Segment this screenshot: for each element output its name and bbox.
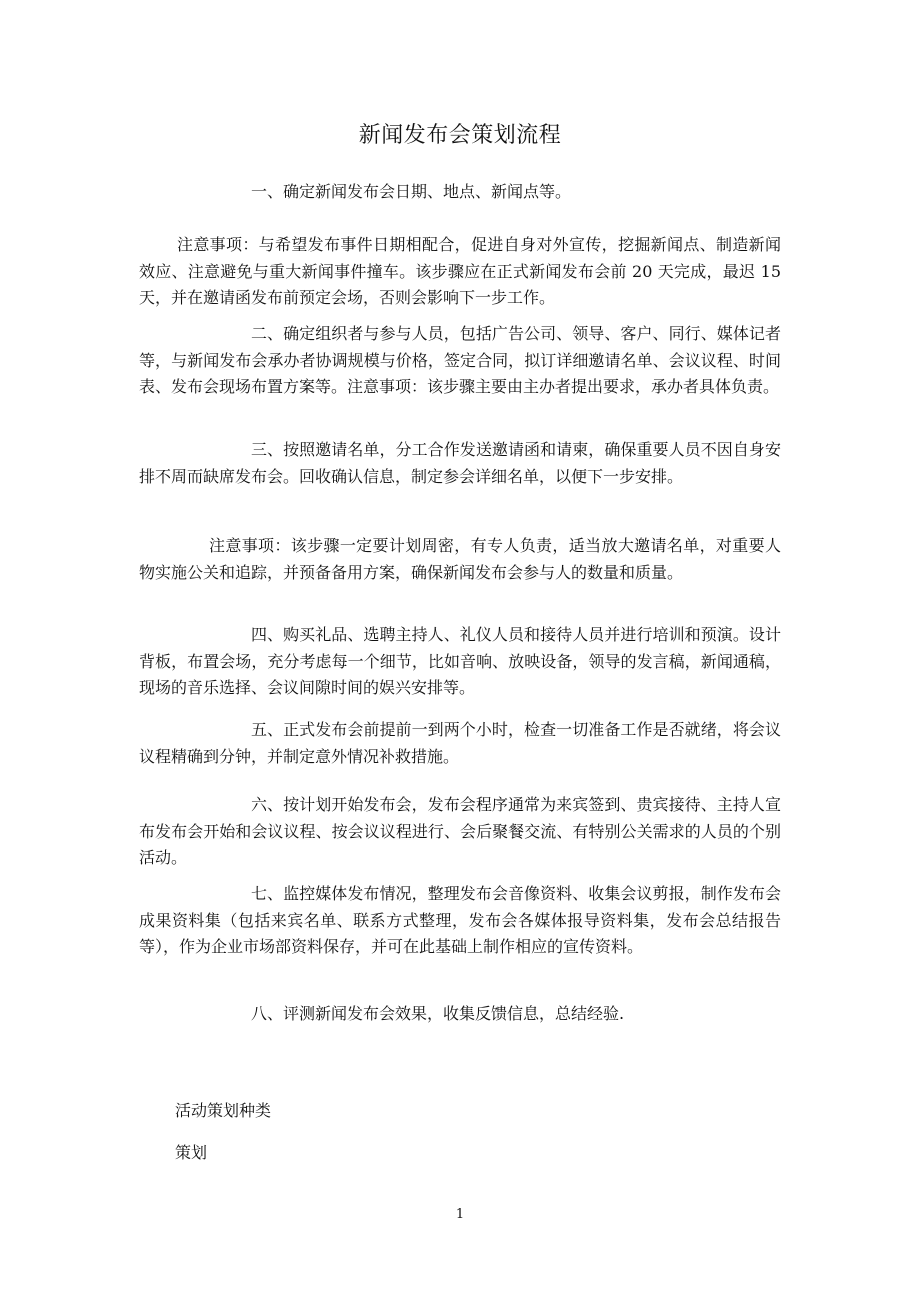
section-heading-activity-types: 活动策划种类 bbox=[175, 1101, 272, 1120]
paragraph-step-3-note: 注意事项：该步骤一定要计划周密，有专人负责，适当放大邀请名单，对重要人物实施公关和追踪，并预备备用方案，确保新闻发布会参与人的数量和质量。 bbox=[139, 536, 781, 582]
paragraph-step-5: 五、正式发布会前提前一到两个小时，检查一切准备工作是否就绪，将会议议程精确到分钟，并制定意外情况补救措施。 bbox=[139, 720, 781, 766]
document-title: 新闻发布会策划流程 bbox=[358, 123, 562, 148]
section-heading-planning: 策划 bbox=[175, 1143, 208, 1162]
paragraph-step-6: 六、按计划开始发布会，发布会程序通常为来宾签到、贵宾接待、主持人宣布发布会开始和会议议程、按会议议程进行、会后聚餐交流、有特别公关需求的人员的个别活动。 bbox=[139, 795, 781, 867]
paragraph-step-3: 三、按照邀请名单，分工合作发送邀请函和请柬，确保重要人员不因自身安排不周而缺席发布会。回收确认信息，制定参会详细名单，以便下一步安排。 bbox=[139, 440, 781, 486]
paragraph-step-8: 八、评测新闻发布会效果，收集反馈信息，总结经验. bbox=[251, 1004, 625, 1023]
paragraph-step-1: 一、确定新闻发布会日期、地点、新闻点等。 bbox=[251, 182, 572, 201]
paragraph-step-2: 二、确定组织者与参与人员，包括广告公司、领导、客户、同行、媒体记者等，与新闻发布会承办者协调规模与价格，签定合同，拟订详细邀请名单、会议议程、时间表、发布会现场布置方案等。注意事项：该步骤主要由主办者提出要求，承办者具体负责。 bbox=[139, 324, 781, 396]
page-number: 1 bbox=[455, 1207, 465, 1222]
paragraph-step-4: 四、购买礼品、选聘主持人、礼仪人员和接待人员并进行培训和预演。设计背板，布置会场，充分考虑每一个细节，比如音响、放映设备，领导的发言稿，新闻通稿，现场的音乐选择、会议间隙时间的娱兴安排等。 bbox=[139, 625, 781, 697]
paragraph-step-1-note: 注意事项：与希望发布事件日期相配合，促进自身对外宣传，挖掘新闻点、制造新闻效应、注意避免与重大新闻事件撞车。该步骤应在正式新闻发布会前 20 天完成，最迟 15 天，并在邀请函发布前预定会场，否则会影响下一步工作。 bbox=[139, 235, 781, 307]
paragraph-step-7: 七、监控媒体发布情况，整理发布会音像资料、收集会议剪报，制作发布会成果资料集（包括来宾名单、联系方式整理，发布会各媒体报导资料集，发布会总结报告等），作为企业市场部资料保存，并可在此基础上制作相应的宣传资料。 bbox=[139, 884, 781, 956]
